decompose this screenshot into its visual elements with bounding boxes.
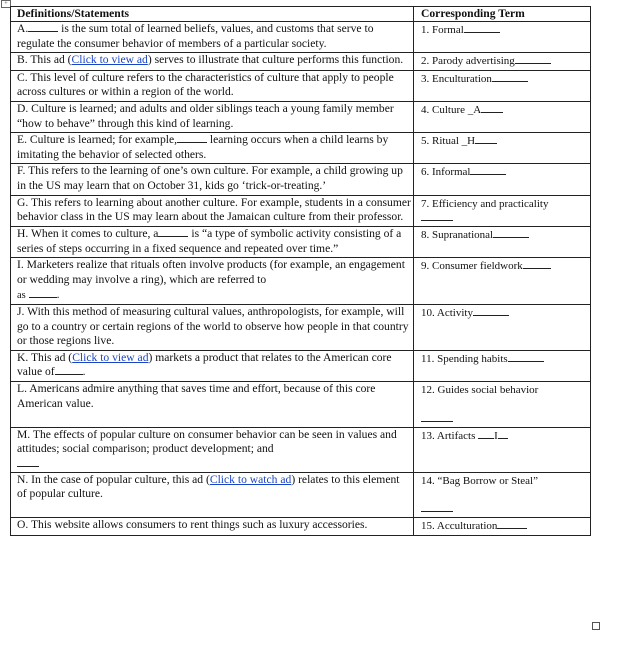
table-row [11, 133, 591, 164]
table-row [11, 195, 591, 227]
table-row [11, 22, 591, 53]
definition-e: E. Culture is learned; for example, learning occurs when a child learns by imitating the behavior of selected others. [11, 133, 414, 164]
table-row [11, 258, 591, 305]
table-move-handle[interactable]: + [1, 0, 11, 8]
term-8: 8. Supranational [414, 227, 591, 258]
definition-f: F. This refers to the learning of one’s own culture. For example, a child growing up in the US may learn that on October 31, kids go ‘trick-or-treating.’ [11, 164, 414, 195]
term-12: 12. Guides social behavior [414, 382, 591, 428]
view-ad-link-b[interactable]: Click to view ad [71, 53, 148, 67]
header-definitions: Definitions/Statements [11, 7, 414, 22]
term-4: 4. Culture _A [414, 101, 591, 132]
table-row [11, 70, 591, 101]
definition-n: N. In the case of popular culture, this ad (Click to watch ad) relates to this element of popular culture. [11, 472, 414, 518]
table-row [11, 305, 591, 351]
term-15: 15. Acculturation [414, 518, 591, 536]
table-row [11, 227, 591, 258]
matching-table [10, 6, 591, 536]
table-row [11, 518, 591, 536]
table-row [11, 472, 591, 518]
table-row [11, 382, 591, 428]
table-row [11, 53, 591, 71]
definition-d: D. Culture is learned; and adults and older siblings teach a young family member “how to behave” through this kind of learning. [11, 101, 414, 132]
term-3: 3. Enculturation [414, 70, 591, 101]
definition-c: C. This level of culture refers to the characteristics of culture that apply to people across cultures or within a region of the world. [11, 70, 414, 101]
term-5: 5. Ritual _H [414, 133, 591, 164]
definition-l: L. Americans admire anything that saves time and effort, because of this core American value. [11, 382, 414, 428]
term-6: 6. Informal [414, 164, 591, 195]
term-10: 10. Activity [414, 305, 591, 351]
watch-ad-link-n[interactable]: Click to watch ad [209, 472, 292, 486]
term-9: 9. Consumer fieldwork [414, 258, 591, 305]
term-13: 13. Artifacts I [414, 427, 591, 472]
definition-m: M. The effects of popular culture on consumer behavior can be seen in values and attitudes; social comparison; product development; and [11, 427, 414, 472]
table-row [11, 101, 591, 132]
table-row [11, 164, 591, 195]
definition-b: B. This ad (Click to view ad) serves to illustrate that culture performs this function. [11, 53, 414, 71]
definition-h: H. When it comes to culture, a is “a type of symbolic activity consisting of a series of steps occurring in a fixed sequence and repeated over time.” [11, 227, 414, 258]
table-row [11, 350, 591, 381]
definition-k: K. This ad (Click to view ad) markets a product that relates to the American core value of . [11, 350, 414, 381]
definition-o: O. This website allows consumers to rent things such as luxury accessories. [11, 518, 414, 536]
header-terms: Corresponding Term [414, 7, 591, 22]
term-14: 14. “Bag Borrow or Steal” [414, 472, 591, 518]
term-7: 7. Efficiency and practicality [414, 195, 591, 227]
table-resize-handle[interactable] [592, 622, 600, 630]
term-1: 1. Formal [414, 22, 591, 53]
definition-a: A. is the sum total of learned beliefs, values, and customs that serve to regulate the consumer behavior of members of a particular society. [11, 22, 414, 53]
definition-i: I. Marketers realize that rituals often involve products (for example, an engagement or wedding may involve a ring), which are referred to as . [11, 258, 414, 305]
definition-g: G. This refers to learning about another culture. For example, students in a consumer behavior class in the US may learn about the Jamaican culture from their professor. [11, 195, 414, 227]
term-2: 2. Parody advertising [414, 53, 591, 71]
table-row [11, 427, 591, 472]
table-header-row [11, 7, 591, 22]
definition-j: J. With this method of measuring cultural values, anthropologists, for example, will go to a country or certain regions of the world to observe how people in that country or those regions live. [11, 305, 414, 351]
term-11: 11. Spending habits [414, 350, 591, 381]
view-ad-link-k[interactable]: Click to view ad [72, 350, 149, 364]
